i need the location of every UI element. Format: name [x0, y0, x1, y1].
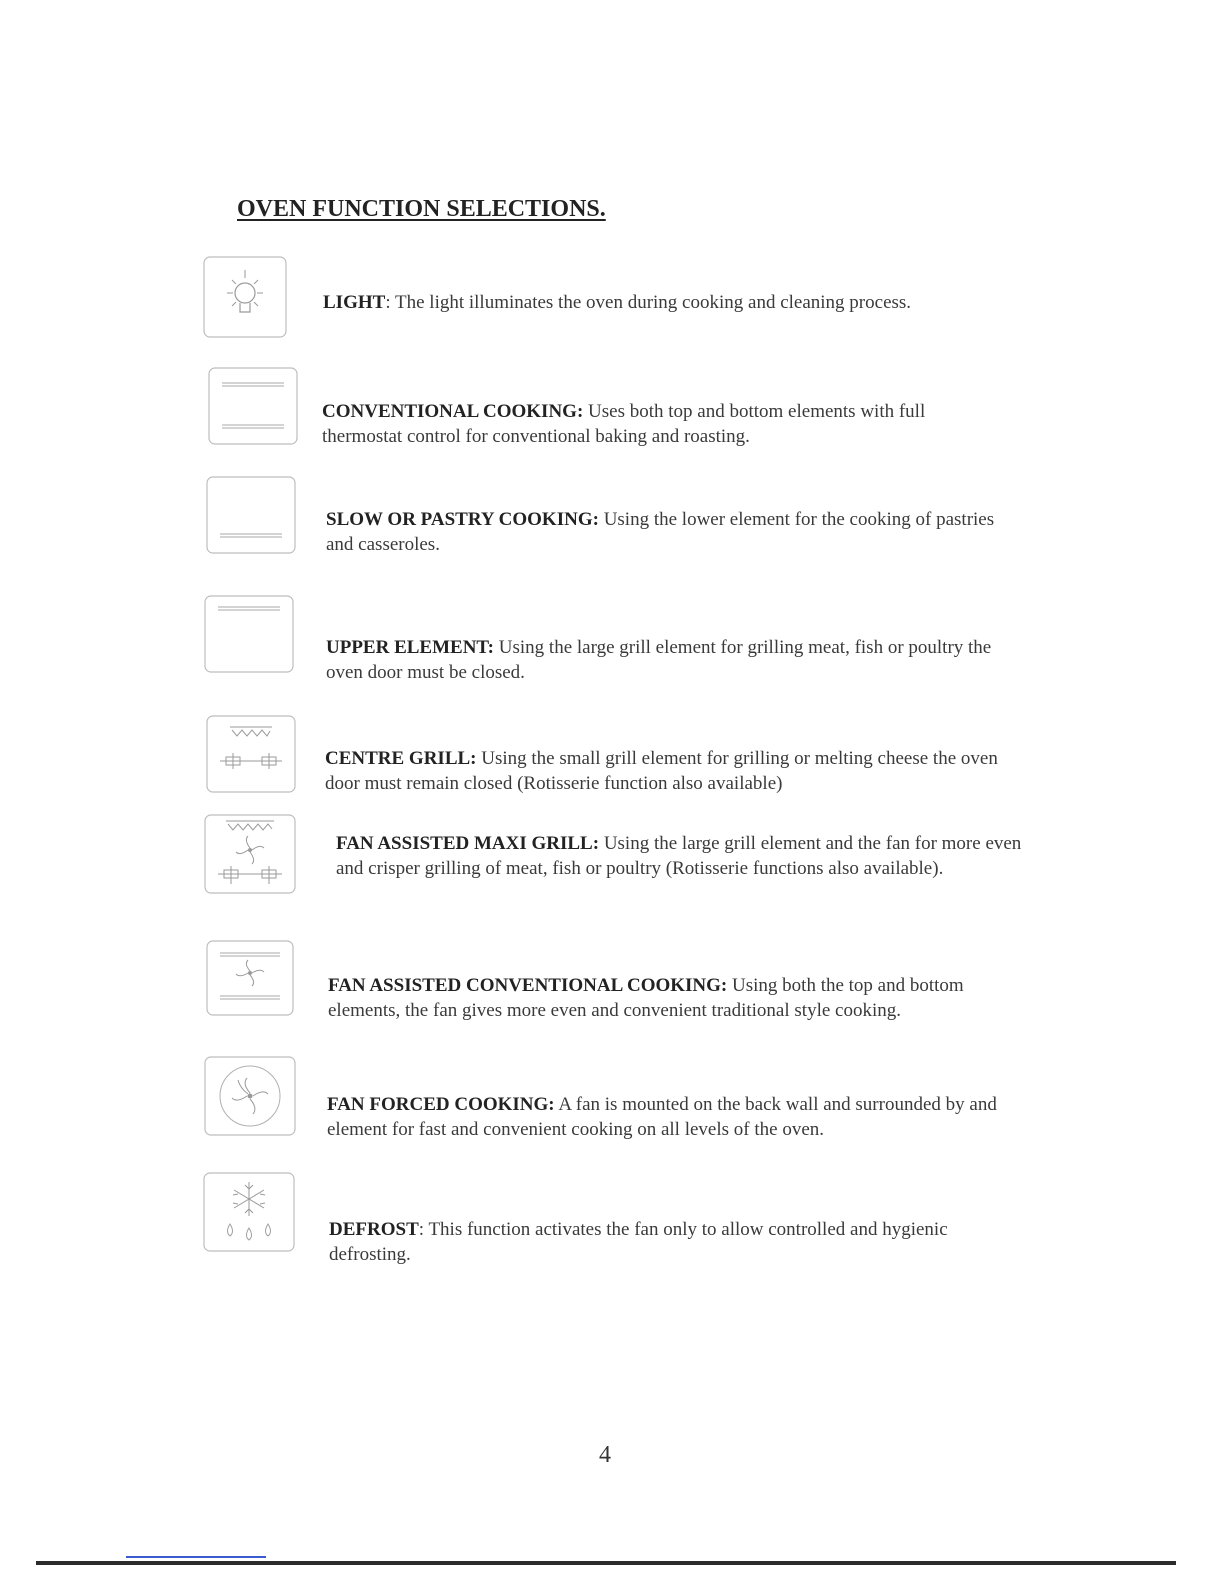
- function-label: LIGHT: [323, 292, 386, 313]
- footer-accent-line: [126, 1556, 266, 1558]
- function-description: Uses both top and bottom elements with full thermostat control for conventional baking and roasting.: [322, 401, 926, 447]
- fan-maxi-grill-icon: [204, 814, 296, 894]
- function-label: FAN FORCED COOKING:: [327, 1094, 555, 1115]
- function-label: SLOW OR PASTRY COOKING:: [326, 509, 599, 530]
- function-fan-assisted-conventional: [328, 973, 1008, 1023]
- lower-element-icon: [206, 476, 296, 554]
- defrost-icon: [203, 1172, 295, 1252]
- function-description: Using both the top and bottom elements, the fan gives more even and convenient traditional style cooking.: [328, 975, 964, 1021]
- function-sep: :: [418, 1219, 425, 1240]
- function-label: UPPER ELEMENT:: [326, 637, 495, 658]
- function-description: This function activates the fan only to allow controlled and hygienic defrosting.: [329, 1219, 948, 1265]
- function-description: The light illuminates the oven during cooking and cleaning process.: [390, 292, 912, 313]
- page-number: 4: [599, 1442, 611, 1468]
- function-centre-grill: [325, 746, 1005, 796]
- conventional-cooking-icon: [208, 367, 298, 445]
- function-fan-forced-cooking: [327, 1092, 1017, 1142]
- function-label: DEFROST: [329, 1219, 419, 1240]
- function-sep: :: [385, 292, 391, 313]
- function-description: Using the large grill element and the fan for more even and crisper grilling of meat, fish or poultry (Rotisserie functions also available).: [336, 833, 1022, 879]
- function-fan-assisted-maxi-grill: [336, 831, 1026, 881]
- function-label: CONVENTIONAL COOKING:: [322, 401, 584, 422]
- light-bulb-icon: [203, 256, 287, 338]
- function-slow-pastry-cooking: [326, 507, 1011, 557]
- centre-grill-icon: [206, 715, 296, 793]
- function-upper-element: [326, 635, 1006, 685]
- fan-forced-icon: [204, 1056, 296, 1136]
- footer-rule: [36, 1561, 1176, 1565]
- upper-element-icon: [204, 595, 294, 673]
- function-description: Using the lower element for the cooking of pastries and casseroles.: [326, 509, 995, 555]
- function-label: FAN ASSISTED CONVENTIONAL COOKING:: [328, 975, 728, 996]
- page-title: OVEN FUNCTION SELECTIONS.: [237, 196, 606, 222]
- fan-conventional-icon: [206, 940, 294, 1016]
- function-description: Using the small grill element for grilling or melting cheese the oven door must remain closed (Rotisserie function also available): [325, 748, 998, 794]
- function-label: FAN ASSISTED MAXI GRILL:: [336, 833, 600, 854]
- function-light: [323, 290, 1023, 315]
- function-defrost: [329, 1217, 1009, 1267]
- function-label: CENTRE GRILL:: [325, 748, 477, 769]
- function-description: A fan is mounted on the back wall and surrounded by and element for fast and convenient cooking on all levels of the oven.: [327, 1094, 997, 1140]
- function-conventional-cooking: [322, 399, 987, 449]
- function-description: Using the large grill element for grilling meat, fish or poultry the oven door must be closed.: [326, 637, 992, 683]
